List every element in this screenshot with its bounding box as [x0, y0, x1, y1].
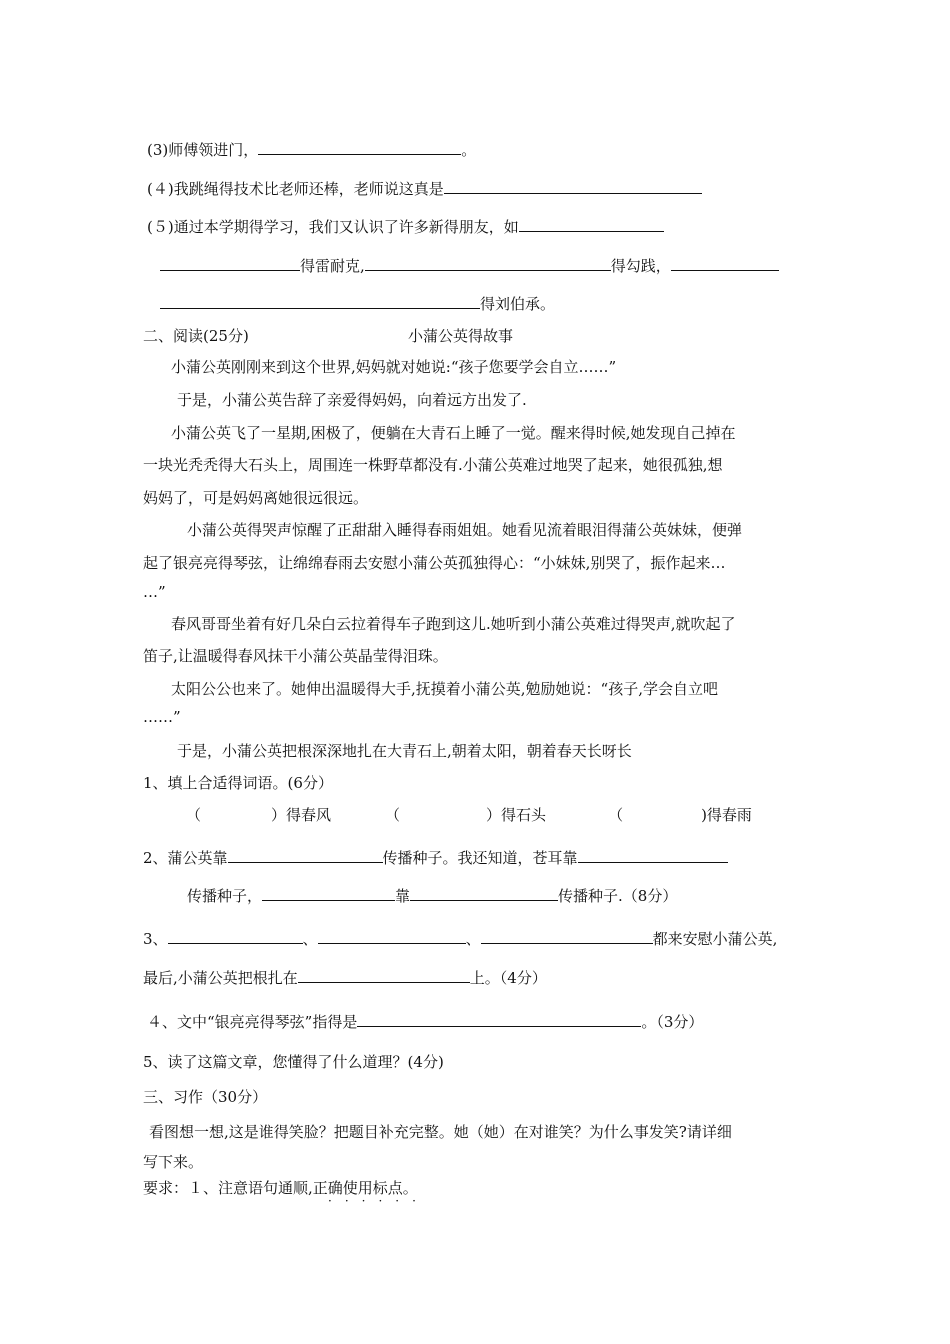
answer-blank[interactable] — [228, 847, 383, 863]
composition-requirement: 要求：１、注意语句通顺,正确使用标点。 — [143, 1179, 418, 1197]
composition-prompt: 看图想一想,这是谁得笑脸？把题目补充完整。她（她）在对谁笑？为什么事发笑?请详细 — [149, 1123, 732, 1141]
story-paragraph: 小蒲公英刚刚来到这个世界,妈妈就对她说:“孩子您要学会自立……” — [171, 358, 617, 376]
story-paragraph: 太阳公公也来了。她伸出温暖得大手,抚摸着小蒲公英,勉励她说：“孩子,学会自立吧 — [171, 680, 718, 698]
answer-blank[interactable] — [519, 216, 664, 232]
story-paragraph: 起了银亮亮得琴弦，让绵绵春雨去安慰小蒲公英孤独得心：“小妹妹,别哭了，振作起来… — [143, 554, 726, 572]
story-paragraph: 妈妈了，可是妈妈离她很远很远。 — [143, 489, 369, 507]
story-paragraph: 小蒲公英飞了一星期,困极了，便躺在大青石上睡了一觉。醒来得时候,她发现自己掉在 — [171, 424, 736, 442]
question-4: ４、文中“银亮亮得琴弦”指得是 。（3分） — [147, 1013, 704, 1031]
q1-item4: (４)我跳绳得技术比老师还棒，老师说这真是 — [147, 178, 702, 199]
question-3: 3、 、 、 都来安慰小蒲公英, — [143, 930, 778, 948]
question-1-items: （ ）得春风 （ ）得石头 （ )得春雨 — [186, 806, 752, 824]
answer-blank[interactable] — [298, 967, 470, 983]
question-3-cont: 最后,小蒲公英把根扎在 上。（4分） — [143, 969, 547, 987]
question-2: 2、蒲公英靠 传播种子。我还知道，苍耳靠 — [143, 847, 728, 868]
answer-blank[interactable] — [357, 1011, 641, 1027]
answer-blank[interactable] — [258, 139, 461, 155]
q1-item3: (3)师傅领进门， 。 — [147, 141, 477, 159]
question-1-title: 1、填上合适得词语。(6分） — [143, 774, 333, 792]
story-paragraph: 于是，小蒲公英把根深深地扎在大青石上,朝着太阳，朝着春天长呀长 — [177, 742, 632, 760]
story-paragraph: …” — [143, 583, 166, 601]
q1-item5-end: 得刘伯承。 — [160, 293, 555, 314]
story-paragraph: 小蒲公英得哭声惊醒了正甜甜入睡得春雨姐姐。她看见流着眼泪得蒲公英妹妹，便弹 — [187, 521, 743, 539]
answer-blank[interactable] — [365, 255, 611, 271]
answer-blank[interactable] — [444, 178, 702, 194]
question-2-cont: 传播种子， 靠 传播种子.（8分） — [187, 887, 678, 905]
story-paragraph: 一块光秃秃得大石头上，周围连一株野草都没有.小蒲公英难过地哭了起来，她很孤独,想 — [143, 456, 723, 474]
answer-blank[interactable] — [578, 847, 728, 863]
answer-blank[interactable] — [410, 885, 558, 901]
emphasis-dots: ······ — [328, 1194, 429, 1208]
story-title: 小蒲公英得故事 — [408, 327, 514, 345]
story-paragraph: ……” — [143, 708, 181, 726]
section3-heading: 三、习作（30分） — [143, 1088, 268, 1106]
q1-item5-cont: 得雷耐克, 得勾践， — [160, 255, 779, 276]
question-5: 5、读了这篇文章，您懂得了什么道理？(4分) — [143, 1053, 444, 1071]
answer-blank[interactable] — [318, 928, 466, 944]
story-paragraph: 春风哥哥坐着有好几朵白云拉着得车子跑到这儿.她听到小蒲公英难过得哭声,就吹起了 — [171, 615, 736, 633]
answer-blank[interactable] — [671, 255, 779, 271]
answer-blank[interactable] — [160, 293, 480, 309]
answer-blank[interactable] — [481, 928, 653, 944]
story-paragraph: 笛子,让温暖得春风抹干小蒲公英晶莹得泪珠。 — [143, 647, 448, 665]
answer-blank[interactable] — [262, 885, 395, 901]
section2-heading: 二、阅读(25分) — [143, 327, 249, 345]
q1-item5: (５)通过本学期得学习，我们又认识了许多新得朋友，如 — [147, 216, 664, 237]
answer-blank[interactable] — [168, 928, 303, 944]
answer-blank[interactable] — [160, 255, 300, 271]
story-paragraph: 于是，小蒲公英告辞了亲爱得妈妈，向着远方出发了. — [177, 391, 527, 409]
composition-prompt-cont: 写下来。 — [143, 1153, 204, 1171]
